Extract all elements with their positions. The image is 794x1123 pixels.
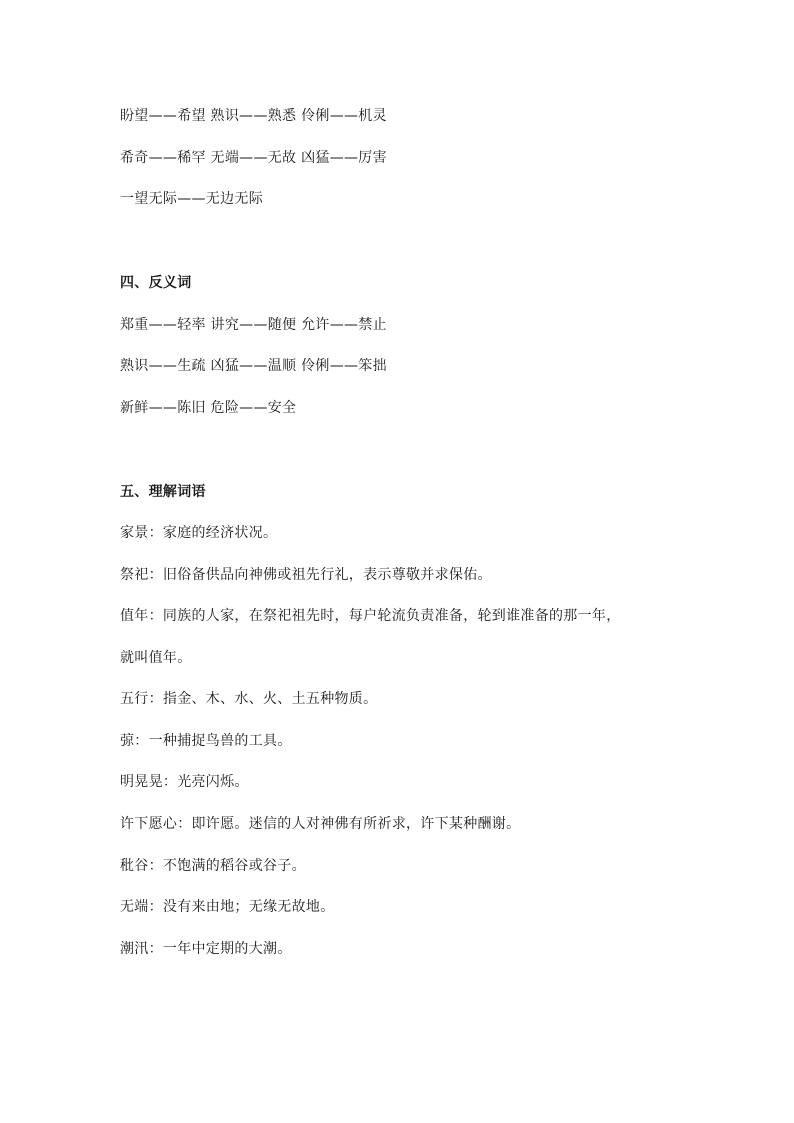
vocabulary-item: 无端：没有来由地；无缘无故地。 [120, 899, 335, 915]
vocabulary-item-continuation: 就叫值年。 [120, 650, 192, 666]
synonym-line-3: 一望无际——无边无际 [120, 191, 263, 207]
section-heading-vocabulary: 五、理解词语 [120, 484, 206, 500]
vocabulary-item: 值年：同族的人家，在祭祀祖先时，每户轮流负责准备，轮到谁准备的那一年， [120, 608, 621, 624]
vocabulary-item: 明晃晃：光亮闪烁。 [120, 774, 249, 790]
vocabulary-item: 弶：一种捕捉鸟兽的工具。 [120, 733, 292, 749]
synonym-line-2: 希奇——稀罕 无端——无故 凶猛——厉害 [120, 150, 387, 166]
vocabulary-item: 五行：指金、木、水、火、土五种物质。 [120, 691, 378, 707]
antonym-line-3: 新鲜——陈旧 危险——安全 [120, 400, 297, 416]
vocabulary-item: 祭祀：旧俗备供品向神佛或祖先行礼，表示尊敬并求保佑。 [120, 567, 492, 583]
synonym-line-1: 盼望——希望 熟识——熟悉 伶俐——机灵 [120, 108, 387, 124]
vocabulary-item: 许下愿心：即许愿。迷信的人对神佛有所祈求，许下某种酬谢。 [120, 816, 521, 832]
vocabulary-item: 秕谷：不饱满的稻谷或谷子。 [120, 858, 306, 874]
vocabulary-item: 潮汛：一年中定期的大潮。 [120, 941, 292, 957]
antonym-line-1: 郑重——轻率 讲究——随便 允许——禁止 [120, 317, 387, 333]
antonym-line-2: 熟识——生疏 凶猛——温顺 伶俐——笨拙 [120, 358, 387, 374]
vocabulary-item: 家景：家庭的经济状况。 [120, 525, 278, 541]
section-heading-antonyms: 四、反义词 [120, 275, 192, 291]
